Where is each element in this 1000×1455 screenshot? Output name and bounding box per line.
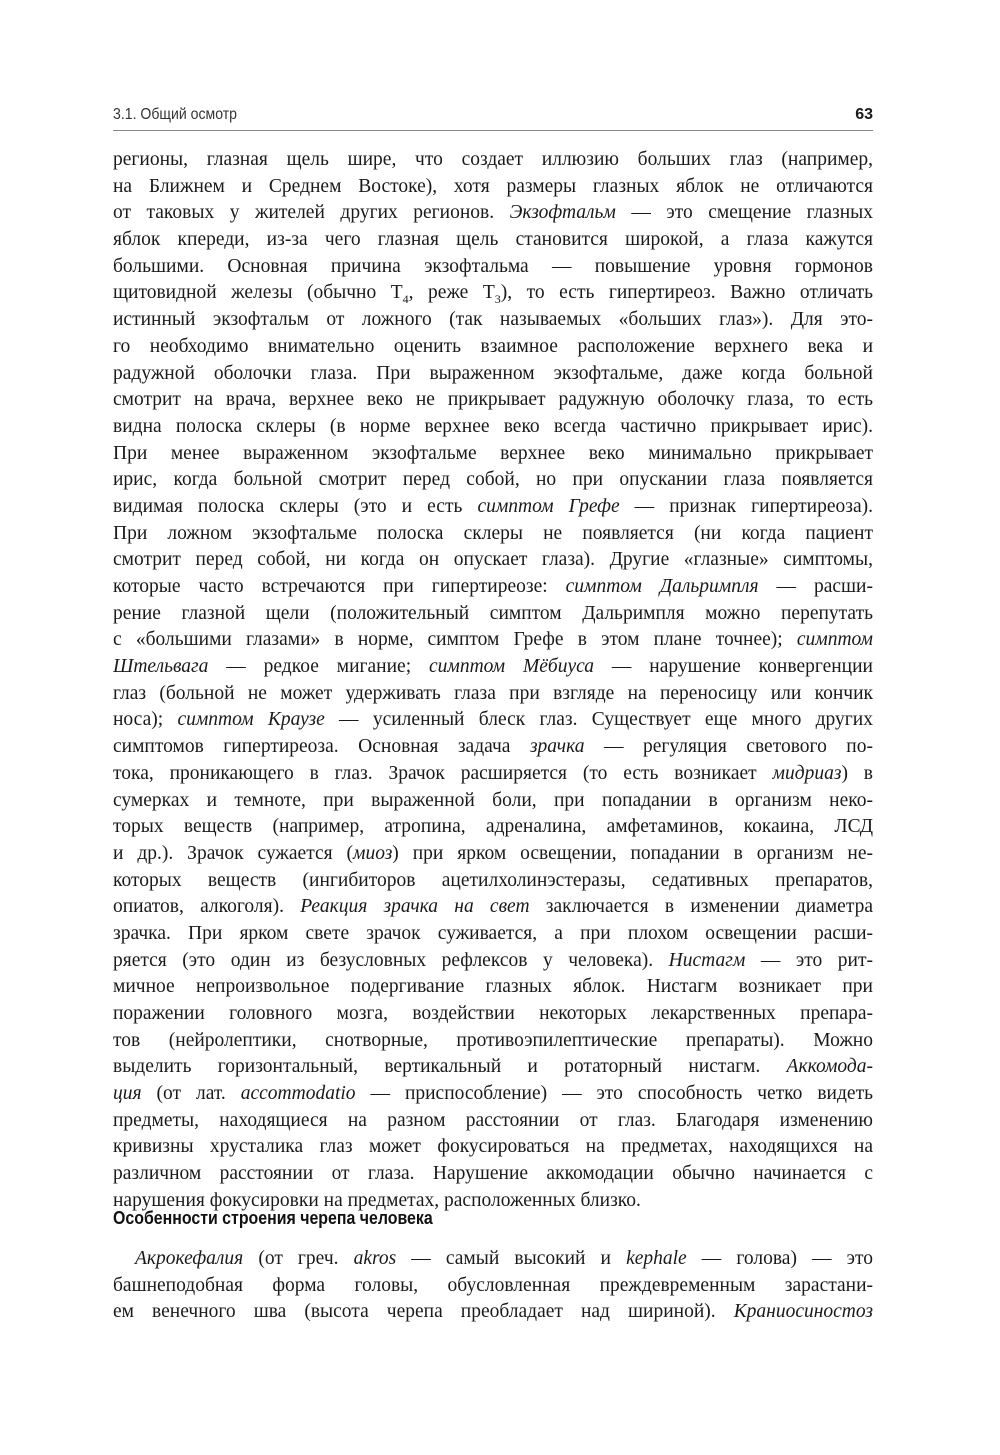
italic-term: akros: [353, 1248, 397, 1269]
text-run: — это смещение глазных: [615, 202, 873, 224]
subscript: 3: [494, 292, 501, 307]
text-run: ) в: [841, 762, 873, 784]
text-run: заключается в изменении диаметра: [529, 896, 873, 918]
section-heading: Особенности строения черепа человека: [113, 1207, 433, 1228]
text-line: [113, 1028, 873, 1055]
text-run: различном расстоянии от глаза. Нарушение аккомодации обычно начинается с: [113, 1163, 873, 1185]
text-run: от таковых у жителей других регионов.: [113, 202, 510, 224]
text-line: [113, 307, 873, 334]
text-run: которых веществ (ингибиторов ацетилхолинэстеразы, седативных препаратов,: [113, 869, 873, 891]
running-head: [113, 104, 873, 131]
text-run: При ложном экзофтальме полоска склеры не появляется (ни когда пациент: [113, 522, 873, 544]
text-run: зрачка. При ярком свете зрачок суживается, а при плохом освещении расши-: [113, 922, 873, 944]
paragraph-eye-symptoms: [113, 147, 873, 1215]
text-line: [113, 1161, 873, 1188]
text-line: [113, 894, 873, 921]
text-run: , реже T: [408, 282, 495, 304]
italic-term: Нистагм: [668, 949, 746, 971]
text-line: [113, 547, 873, 574]
text-line: [113, 627, 873, 654]
text-run: — расши-: [758, 576, 873, 597]
text-line: [113, 761, 873, 788]
text-run: смотрит перед собой, ни когда он опускает глаза). Другие «глазные» симптомы,: [113, 549, 873, 571]
italic-term: симптом: [796, 629, 873, 651]
text-run: тов (нейролептики, снотворные, противоэпилептические препараты). Можно: [113, 1029, 873, 1051]
text-line: [113, 1001, 873, 1028]
text-line: [113, 921, 873, 948]
text-line: [113, 974, 873, 1001]
text-run: видна полоска склеры (в норме верхнее веко всегда частично прикрывает ирис).: [113, 415, 873, 437]
text-run: глаз (больной не может удерживать глаза при взгляде на переносицу или кончик: [113, 682, 873, 704]
text-run: предметы, находящиеся на разном расстоянии от глаз. Благодаря изменению: [113, 1109, 873, 1131]
text-line: [113, 681, 873, 708]
text-line: [113, 1081, 873, 1108]
text-line: [113, 1108, 873, 1135]
text-run: ) при ярком освещении, попадании в организм не-: [392, 842, 873, 864]
text-run: тока, проникающего в глаз. Зрачок расширяется (то есть возникает: [113, 762, 773, 784]
italic-term: ция: [113, 1083, 142, 1105]
paragraph-skull: [113, 1246, 873, 1326]
text-run: нарушения фокусировки на предметах, расположенных близко.: [113, 1189, 641, 1211]
text-run: которые часто встречаются при гипертиреозе:: [113, 576, 566, 597]
italic-term: мидриаз: [772, 762, 842, 784]
italic-term: Акрокефалия: [135, 1248, 244, 1269]
text-line: [113, 814, 873, 841]
running-head-section: 3.1. Общий осмотр: [113, 106, 237, 123]
text-line: [113, 948, 873, 975]
text-line: [113, 601, 873, 628]
italic-term: симптом Мёбиуса: [428, 656, 595, 678]
text-line: [113, 227, 873, 254]
text-line: [113, 654, 873, 681]
text-run: смотрит на врача, верхнее веко не прикрывает радужную оболочку глаза, то есть: [113, 389, 873, 411]
text-run: — усиленный блеск глаз. Существует еще много других: [324, 709, 873, 731]
text-line: [113, 174, 873, 201]
text-line: [113, 254, 873, 281]
italic-term: kephale: [626, 1248, 687, 1269]
text-line: [113, 361, 873, 388]
text-run: — самый высокий и: [396, 1248, 627, 1269]
text-line: [113, 200, 873, 227]
text-run: башнеподобная форма головы, обусловленная преждевременным зарастани-: [113, 1274, 873, 1296]
text-run: ирис, когда больной смотрит перед собой, но при опускании глаза появляется: [113, 469, 873, 491]
text-line: [113, 334, 873, 361]
italic-term: симптом Грефе: [477, 495, 620, 517]
text-line: [113, 387, 873, 414]
text-run: — признак гипертиреоза).: [619, 495, 873, 517]
text-run: поражении головного мозга, воздействии некоторых лекарственных препара-: [113, 1003, 873, 1024]
italic-term: Реакция зрачка на свет: [300, 896, 530, 918]
page-number: 63: [855, 106, 873, 123]
text-line: [113, 441, 873, 468]
text-line: [113, 841, 873, 868]
text-line: [113, 734, 873, 761]
text-line: [113, 494, 873, 521]
text-run: При менее выраженном экзофтальме верхнее веко минимально прикрывает: [113, 442, 873, 464]
text-line: [113, 467, 873, 494]
text-line: [113, 1134, 873, 1161]
text-run: — регуляция светового по-: [584, 736, 873, 758]
text-line: [113, 414, 873, 441]
text-run: — голова) — это: [686, 1248, 873, 1269]
text-run: ряется (это один из безусловных рефлексов у человека).: [113, 949, 669, 971]
text-run: большими. Основная причина экзофтальма — повышение уровня гормонов: [113, 255, 873, 277]
text-line: [113, 1273, 873, 1300]
text-line: [113, 1299, 873, 1326]
text-line: [113, 574, 873, 601]
italic-term: accommodatio: [240, 1083, 356, 1105]
text-line: [113, 788, 873, 815]
text-run: радужной оболочки глаза. При выраженном экзофтальме, даже когда больной: [113, 362, 873, 384]
text-run: торых веществ (например, атропина, адреналина, амфетаминов, кокаина, ЛСД: [113, 816, 873, 838]
text-run: и др.). Зрачок сужается (: [113, 842, 353, 864]
text-line: [113, 280, 873, 307]
italic-term: Краниосиностоз: [733, 1301, 873, 1323]
text-run: щитовидной железы (обычно T: [113, 282, 403, 304]
text-line: [113, 707, 873, 734]
italic-term: симптом Краузе: [177, 709, 325, 731]
italic-term: Аккомода-: [786, 1056, 873, 1078]
text-line: [113, 1054, 873, 1081]
text-run: опиатов, алкоголя).: [113, 896, 301, 918]
text-run: (от греч.: [243, 1248, 354, 1269]
text-line: [113, 147, 873, 174]
text-run: ем венечного шва (высота черепа преобладает над шириной).: [113, 1301, 734, 1323]
text-line: [113, 868, 873, 895]
text-run: мичное непроизвольное подергивание глазных яблок. Нистагм возникает при: [113, 976, 873, 998]
text-run: на Ближнем и Среднем Востоке), хотя размеры глазных яблок не отличаются: [113, 175, 873, 197]
italic-term: Штельвага: [113, 656, 209, 678]
text-run: сумерках и темноте, при выраженной боли, при попадании в организм неко-: [113, 789, 873, 811]
text-run: видимая полоска склеры (это и есть: [113, 495, 478, 517]
text-run: — нарушение конвергенции: [594, 656, 873, 678]
text-run: с «большими глазами» в норме, симптом Грефе в этом плане точнее);: [113, 629, 797, 651]
text-line: [113, 521, 873, 548]
text-run: истинный экзофтальм от ложного (так называемых «больших глаз»). Для это-: [113, 309, 873, 331]
italic-term: Экзофтальм: [509, 202, 616, 224]
text-run: — это рит-: [745, 949, 873, 971]
text-run: выделить горизонтальный, вертикальный и ротаторный нистагм.: [113, 1056, 787, 1078]
text-run: — редкое мигание;: [208, 656, 429, 678]
italic-term: симптом Дальримпля: [565, 576, 759, 597]
text-run: (от лат.: [141, 1083, 241, 1105]
text-run: кривизны хрусталика глаз может фокусироваться на предметах, находящихся на: [113, 1136, 873, 1158]
text-run: ), то есть гипертиреоз. Важно отличать: [500, 282, 873, 304]
italic-term: миоз: [353, 842, 393, 864]
text-run: го необходимо внимательно оценить взаимное расположение верхнего века и: [113, 335, 873, 357]
text-run: яблок кпереди, из-за чего глазная щель становится широкой, а глаза кажутся: [113, 229, 873, 251]
text-run: регионы, глазная щель шире, что создает иллюзию больших глаз (например,: [113, 149, 873, 170]
text-run: — приспособление) — это способность четко видеть: [355, 1083, 873, 1105]
subscript: 4: [402, 292, 409, 307]
text-run: носа);: [113, 709, 178, 731]
italic-term: зрачка: [529, 736, 585, 758]
text-line: [113, 1246, 873, 1273]
text-run: симптомов гипертиреоза. Основная задача: [113, 736, 530, 758]
text-run: рение глазной щели (положительный симптом Дальримпля можно перепутать: [113, 602, 873, 624]
